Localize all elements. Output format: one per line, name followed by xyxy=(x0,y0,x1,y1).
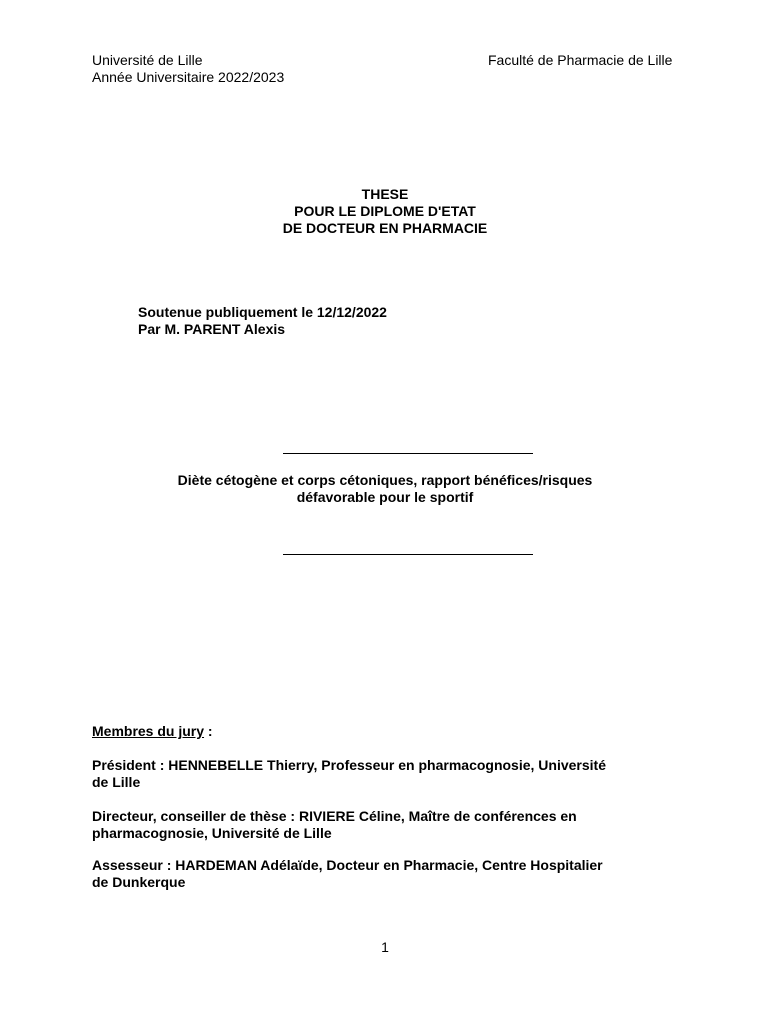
title-rule-bottom xyxy=(283,554,533,555)
thesis-heading xyxy=(0,186,770,237)
jury-member-line: Directeur, conseiller de thèse : RIVIERE Céline, Maître de conférences en xyxy=(92,808,577,824)
thesis-heading-line2: POUR LE DIPLOME D'ETAT xyxy=(294,203,476,219)
author-name: Par M. PARENT Alexis xyxy=(138,321,286,337)
jury-member-line: Assesseur : HARDEMAN Adélaïde, Docteur en Pharmacie, Centre Hospitalier xyxy=(92,857,603,873)
university-name: Université de Lille xyxy=(92,52,203,68)
jury-member-director xyxy=(92,808,577,842)
jury-member-president xyxy=(92,757,606,791)
defense-date: Soutenue publiquement le 12/12/2022 xyxy=(138,304,387,320)
faculty-name: Faculté de Pharmacie de Lille xyxy=(488,52,673,68)
thesis-heading-line3: DE DOCTEUR EN PHARMACIE xyxy=(282,220,488,236)
thesis-heading-line1: THESE xyxy=(361,186,409,202)
thesis-title-line1: Diète cétogène et corps cétoniques, rapport bénéfices/risques xyxy=(177,472,593,488)
thesis-title xyxy=(0,472,770,506)
jury-member-line: de Lille xyxy=(92,774,141,790)
thesis-title-line2: défavorable pour le sportif xyxy=(296,489,474,505)
jury-member-line: de Dunkerque xyxy=(92,874,186,890)
jury-heading-colon: : xyxy=(204,723,213,739)
jury-member-line: pharmacognosie, Université de Lille xyxy=(92,825,332,841)
jury-heading xyxy=(92,723,213,740)
jury-member-assessor xyxy=(92,857,603,891)
jury-heading-label: Membres du jury xyxy=(92,723,205,739)
jury-member-line: Président : HENNEBELLE Thierry, Professeur en pharmacognosie, Université xyxy=(92,757,606,773)
academic-year: Année Universitaire 2022/2023 xyxy=(92,69,285,85)
header-left xyxy=(92,52,284,86)
title-rule-top xyxy=(283,453,533,454)
page-number: 1 xyxy=(381,939,389,955)
defense-info xyxy=(138,304,387,338)
